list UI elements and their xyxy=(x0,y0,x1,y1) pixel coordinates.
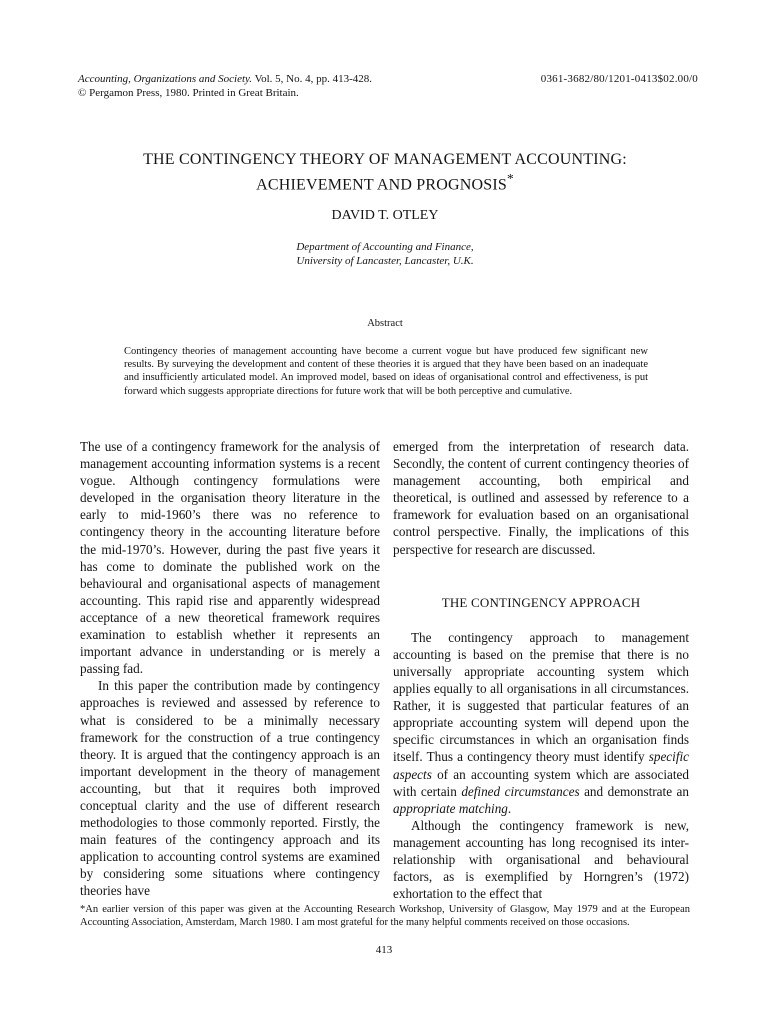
abstract-text: Contingency theories of management accounting have become a current vogue but have produced few significant new results. By surveying the development and content of these theories it is argued that they have been based on an inadequate and insufficiently articulated model. An improved model, based on ideas of organisational control and effectiveness, is put forward which suggests appropriate directions for future work that will be both perceptive and cumulative. xyxy=(124,346,648,397)
journal-citation xyxy=(78,72,372,100)
article-code: 0361-3682/80/1201-0413$02.00/0 xyxy=(540,73,698,85)
page-number: 413 xyxy=(375,944,393,956)
paragraph-text: and demonstrate an xyxy=(579,783,689,799)
publisher-line: © Pergamon Press, 1980. Printed in Great Britain. xyxy=(78,87,299,99)
paragraph: The use of a contingency framework for the analysis of management accounting information systems is a recent vogue. Although contingency formulations were developed in the organisation theory literature in the early to mid-1960’s there was no reference to contingency theory in the accounting literature before the mid-1970’s. However, during the past five years it has come to dominate the published work on the behavioural and organisational aspects of management accounting. This rapid rise and apparently widespread acceptance of a new theoretical framework requires examination to establish whether it represents an important advance in understanding or is merely a passing fad. xyxy=(80,439,380,677)
title-line-1: THE CONTINGENCY THEORY OF MANAGEMENT ACCOUNTING: xyxy=(143,151,627,168)
left-column xyxy=(80,438,380,900)
volume-info: Vol. 5, No. 4, pp. 413-428. xyxy=(252,73,373,85)
emphasis-text: appropriate matching xyxy=(393,800,508,816)
journal-name: Accounting, Organizations and Society. xyxy=(78,73,253,85)
right-column xyxy=(393,438,689,902)
paragraph-text: The contingency approach to management accounting is based on the premise that there is no universally appropriate accounting system which applies equally to all organisations in all circumstances. Rather, it is suggested that particular features of an appropriate accounting system will depend upon the specific circumstances in which an organisation finds itself. Thus a contingency theory must identify xyxy=(393,629,689,765)
affiliation xyxy=(60,240,710,268)
title-line-2 xyxy=(60,169,710,194)
emphasis-text: specific aspects xyxy=(393,749,689,782)
paragraph xyxy=(393,629,689,817)
title-footnote-mark: * xyxy=(507,171,514,186)
section-heading: THE CONTINGENCY APPROACH xyxy=(441,594,641,610)
abstract-heading: Abstract xyxy=(367,318,403,329)
affiliation-line-1: Department of Accounting and Finance, xyxy=(296,241,474,253)
paragraph: Although the contingency framework is new, management accounting has long recognised its inter-relationship with organisational and behavioural factors, as is exemplified by Horngren’s (1972) exhortation to the effect that xyxy=(393,817,689,902)
paragraph: In this paper the contribution made by contingency approaches is reviewed and assessed by reference to what is considered to be a minimally necessary framework for the construction of a true contingency theory. It is argued that the contingency approach is an important development in the theory of management accounting, but that it requires both improved conceptual clarity and the use of different research methodologies to those commonly reported. Firstly, the main features of the contingency approach and its application to accounting control systems are examined by considering some situations where contingency theories have xyxy=(80,678,380,899)
paper-title xyxy=(60,150,710,194)
emphasis-text: defined circumstances xyxy=(461,783,580,799)
paragraph: emerged from the interpretation of research data. Secondly, the content of current contingency theories of management accounting, both empirical and theoretical, is outlined and assessed by reference to a framework for evaluation based on an organisational control perspective. Finally, the implications of this perspective for research are discussed. xyxy=(393,439,689,557)
author-name: DAVID T. OTLEY xyxy=(331,208,439,223)
paragraph-text: . xyxy=(507,800,512,816)
affiliation-line-2: University of Lancaster, Lancaster, U.K. xyxy=(296,255,474,267)
title-line-2-text: ACHIEVEMENT AND PROGNOSIS xyxy=(256,176,508,194)
footnote: *An earlier version of this paper was given at the Accounting Research Workshop, University of Glasgow, May 1979 and at the European Accounting Association, Amsterdam, March 1980. I am most grateful for the many helpful comments received on those occasions. xyxy=(80,904,690,928)
paragraph-text: of an accounting system which are associated with certain xyxy=(393,766,689,799)
